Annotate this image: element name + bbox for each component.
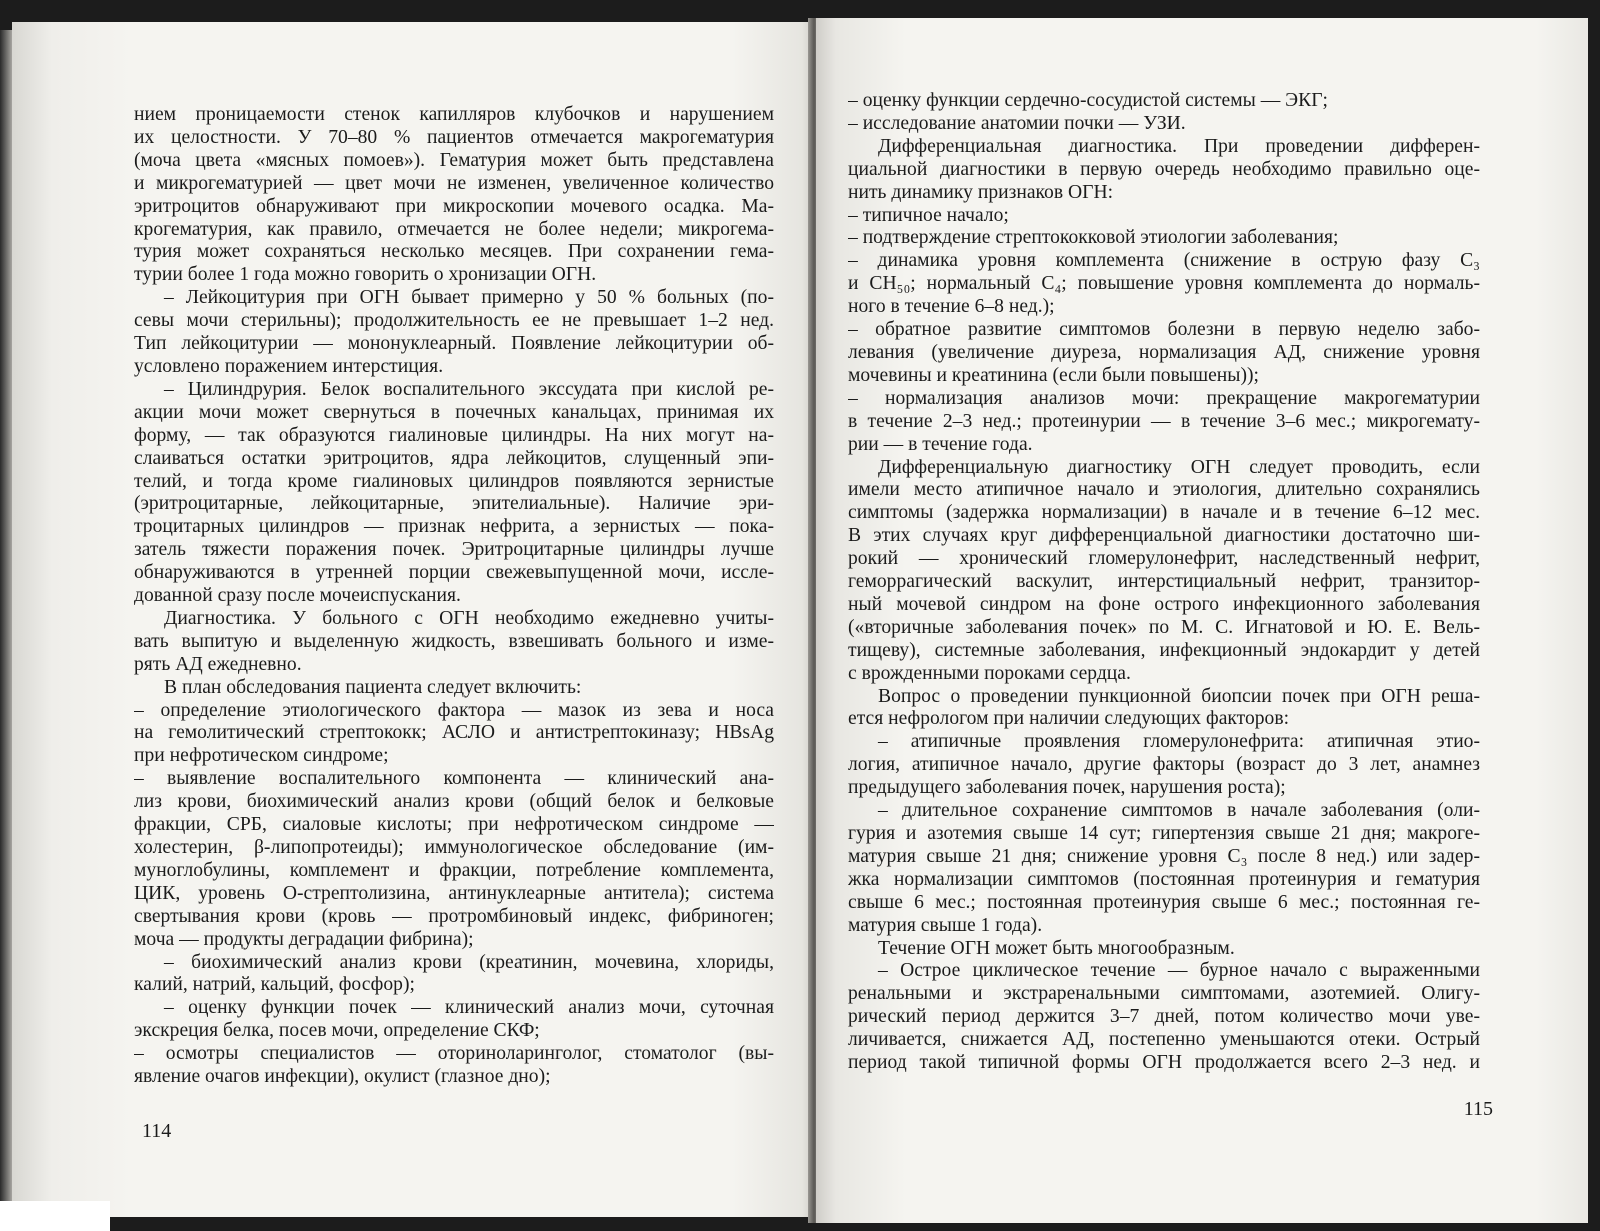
text-line: ренальными и экстраренальными симптомами, азотемией. Олигу-: [848, 983, 1480, 1005]
text-line: ного в течение 6–8 нед.);: [848, 296, 1055, 318]
text-line: – атипичные проявления гломерулонефрита: атипичная этио-: [878, 731, 1480, 753]
text-line: симптомы (задержка нормализации) в начале и в течение 6–12 мес.: [848, 502, 1480, 524]
text-line: рии — в течение года.: [848, 433, 1033, 455]
text-line: жка нормализации симптомов (постоянная протеинурия и гематурия: [848, 868, 1480, 890]
text-line: лиз крови, биохимический анализ крови (общий белок и белковые: [134, 791, 774, 813]
text-line: мочевины и креатинина (если были повышены));: [848, 364, 1259, 386]
text-line: (эритроцитарные, лейкоцитарные, эпителиальные). Наличие эри-: [134, 493, 774, 515]
text-line: Дифференциальная диагностика. При проведении дифферен-: [878, 135, 1480, 157]
text-line: Тип лейкоцитурии — мононуклеарный. Появление лейкоцитурии об-: [134, 333, 774, 355]
text-line: Течение ОГН может быть многообразным.: [878, 937, 1235, 959]
text-line: нить динамику признаков ОГН:: [848, 181, 1114, 203]
right-page-text: [848, 90, 1480, 1075]
text-line: – Цилиндрурия. Белок воспалительного экссудата при кислой ре-: [164, 378, 774, 400]
text-line: – обратное развитие симптомов болезни в первую неделю забо-: [848, 319, 1480, 341]
text-line: – нормализация анализов мочи: прекращение макрогематурии: [848, 387, 1480, 409]
text-line: Дифференциальную диагностику ОГН следует проводить, если: [878, 456, 1480, 478]
page-number: 114: [142, 1120, 172, 1142]
left-page-text: [134, 104, 774, 1089]
text-line: – исследование анатомии почки — УЗИ.: [848, 112, 1186, 134]
text-line: матурия свыше 21 дня; снижение уровня С₃ после 8 нед.) или задер-: [848, 845, 1480, 867]
text-line: свертывания крови (кровь — протромбиновый индекс, фибриноген;: [134, 905, 774, 927]
text-line: холестерин, β-липопротеиды); иммунологическое обследование (им-: [134, 837, 774, 858]
text-line: фракции, СРБ, сиаловые кислоты; при нефротическом синдроме —: [134, 814, 774, 836]
text-line: ется нефрологом при наличии следующих факторов:: [848, 708, 1290, 730]
text-line: Диагностика. У больного с ОГН необходимо ежедневно учиты-: [164, 607, 774, 629]
text-line: форму, — так образуются гиалиновые цилиндры. На них могут на-: [134, 424, 774, 446]
text-line: свыше 6 мес.; постоянная протеинурия свыше 6 мес.; постоянная ге-: [848, 891, 1480, 913]
text-line: В этих случаях круг дифференциальной диагностики достаточно ши-: [848, 525, 1480, 547]
text-line: – Лейкоцитурия при ОГН бывает примерно у 50 % больных (по-: [164, 287, 774, 309]
text-line: с врожденными пороками сердца.: [848, 662, 1131, 684]
text-line: гурия и азотемия свыше 14 сут; гипертензия свыше 21 дня; макроге-: [848, 823, 1480, 844]
text-line: левания (увеличение диуреза, нормализация АД, снижение уровня: [848, 341, 1480, 363]
text-line: период такой типичной формы ОГН продолжается всего 2–3 нед. и: [848, 1052, 1480, 1074]
left-page: [12, 22, 814, 1217]
text-line: их целостности. У 70–80 % пациентов отмечается макрогематурия: [134, 126, 774, 148]
text-line: нием проницаемости стенок капилляров клубочков и нарушением: [134, 104, 774, 125]
text-line: имели место атипичное начало и этиология, длительно сохранялись: [848, 479, 1480, 501]
text-line: обнаруживаются в утренней порции свежевыпущенной мочи, иссле-: [134, 562, 774, 584]
text-line: предыдущего заболевания почек, нарушения роста);: [848, 777, 1286, 799]
text-line: тищеву), системные заболевания, инфекционный эндокардит у детей: [848, 639, 1480, 661]
text-line: при нефротическом синдроме;: [134, 745, 389, 767]
text-line: рять АД ежедневно.: [134, 653, 302, 675]
text-line: и CH₅₀; нормальный С₄; повышение уровня комплемента до нормаль-: [848, 273, 1480, 295]
text-line: – определение этиологического фактора — мазок из зева и носа: [134, 699, 774, 721]
text-line: муноглобулины, комплемент и фракции, потребление комплемента,: [134, 859, 774, 881]
text-line: акции мочи может свернуться в почечных канальцах, принимая их: [134, 401, 774, 423]
text-line: – Острое циклическое течение — бурное начало с выраженными: [878, 960, 1480, 982]
text-line: – осмотры специалистов — оториноларинголог, стоматолог (вы-: [134, 1043, 774, 1065]
text-line: личивается, снижается АД, постепенно уменьшаются отеки. Острый: [848, 1029, 1480, 1051]
text-line: – выявление воспалительного компонента — клинический ана-: [134, 768, 774, 790]
text-line: – оценку функции почек — клинический анализ мочи, суточная: [164, 997, 774, 1019]
text-line: условлено поражением интерстиция.: [134, 355, 444, 377]
text-line: – биохимический анализ крови (креатинин, мочевина, хлориды,: [164, 951, 774, 973]
text-line: калий, натрий, кальций, фосфор);: [134, 974, 415, 996]
text-line: (моча цвета «мясных помоев»). Гематурия может быть представлена: [134, 149, 774, 171]
text-line: экскреция белка, посев мочи, определение СКФ;: [134, 1020, 540, 1042]
text-line: турии более 1 года можно говорить о хронизации ОГН.: [134, 264, 597, 286]
text-line: на гемолитический стрептококк; АСЛО и антистрептокиназу; HBsAg: [134, 722, 774, 744]
text-line: ный мочевой синдром на фоне острого инфекционного заболевания: [848, 593, 1480, 615]
text-line: затель тяжести поражения почек. Эритроцитарные цилиндры лучше: [134, 539, 774, 561]
text-line: матурия свыше 1 года).: [848, 914, 1043, 936]
text-line: ЦИК, уровень О-стрептолизина, антинуклеарные антитела); система: [134, 882, 774, 904]
text-line: В план обследования пациента следует включить:: [164, 676, 582, 698]
text-line: циальной диагностики в первую очередь необходимо правильно оце-: [848, 158, 1480, 180]
text-line: троцитарных цилиндров — признак нефрита, а зернистых — пока-: [134, 516, 774, 538]
text-line: – подтверждение стрептококковой этиологии заболевания;: [848, 227, 1339, 249]
text-line: в течение 2–3 нед.; протеинурии — в течение 3–6 мес.; микрогемату-: [848, 410, 1480, 432]
text-line: рический период держится 3–7 дней, потом количество мочи уве-: [848, 1006, 1480, 1028]
text-line: и микрогематурией — цвет мочи не изменен, увеличенное количество: [134, 172, 774, 194]
text-line: телий, и тогда кроме гиалиновых цилиндров появляются зернистые: [134, 470, 774, 492]
text-line: вать выпитую и выделенную жидкость, взвешивать больного и изме-: [134, 630, 774, 652]
text-line: Вопрос о проведении пункционной биопсии почек при ОГН реша-: [878, 685, 1480, 707]
text-line: севы мочи стерильны); продолжительность ее не превышает 1–2 нед.: [134, 310, 774, 332]
text-line: – динамика уровня комплемента (снижение в острую фазу С₃: [848, 250, 1480, 272]
right-page: [816, 18, 1588, 1223]
text-line: – типичное начало;: [848, 204, 1009, 226]
text-line: – оценку функции сердечно-сосудистой системы — ЭКГ;: [848, 90, 1328, 111]
text-line: геморрагический васкулит, интерстициальный нефрит, транзитор-: [848, 571, 1480, 593]
text-line: – длительное сохранение симптомов в начале заболевания (оли-: [878, 800, 1480, 822]
scan-corner: [0, 1201, 110, 1231]
text-line: моча — продукты деградации фибрина);: [134, 928, 474, 950]
text-line: рокий — хронический гломерулонефрит, наследственный нефрит,: [848, 548, 1480, 570]
page-number: 115: [1463, 1098, 1493, 1120]
text-line: слаиваться остатки эритроцитов, ядра лейкоцитов, слущенный эпи-: [134, 447, 774, 469]
text-line: крогематурия, как правило, отмечается не более недели; микрогема-: [134, 218, 774, 240]
text-line: турия может сохраняться несколько месяцев. При сохранении гема-: [134, 241, 774, 263]
text-line: («вторичные заболевания почек» по М. С. Игнатовой и Ю. Е. Вель-: [848, 616, 1480, 638]
text-line: дованной сразу после мочеиспускания.: [134, 585, 461, 607]
text-line: явление очагов инфекции), окулист (глазное дно);: [134, 1066, 551, 1088]
text-line: эритроцитов обнаруживают при микроскопии мочевого осадка. Ма-: [134, 195, 774, 217]
text-line: логия, атипичное начало, другие факторы (возраст до 3 лет, анамнез: [848, 754, 1480, 776]
